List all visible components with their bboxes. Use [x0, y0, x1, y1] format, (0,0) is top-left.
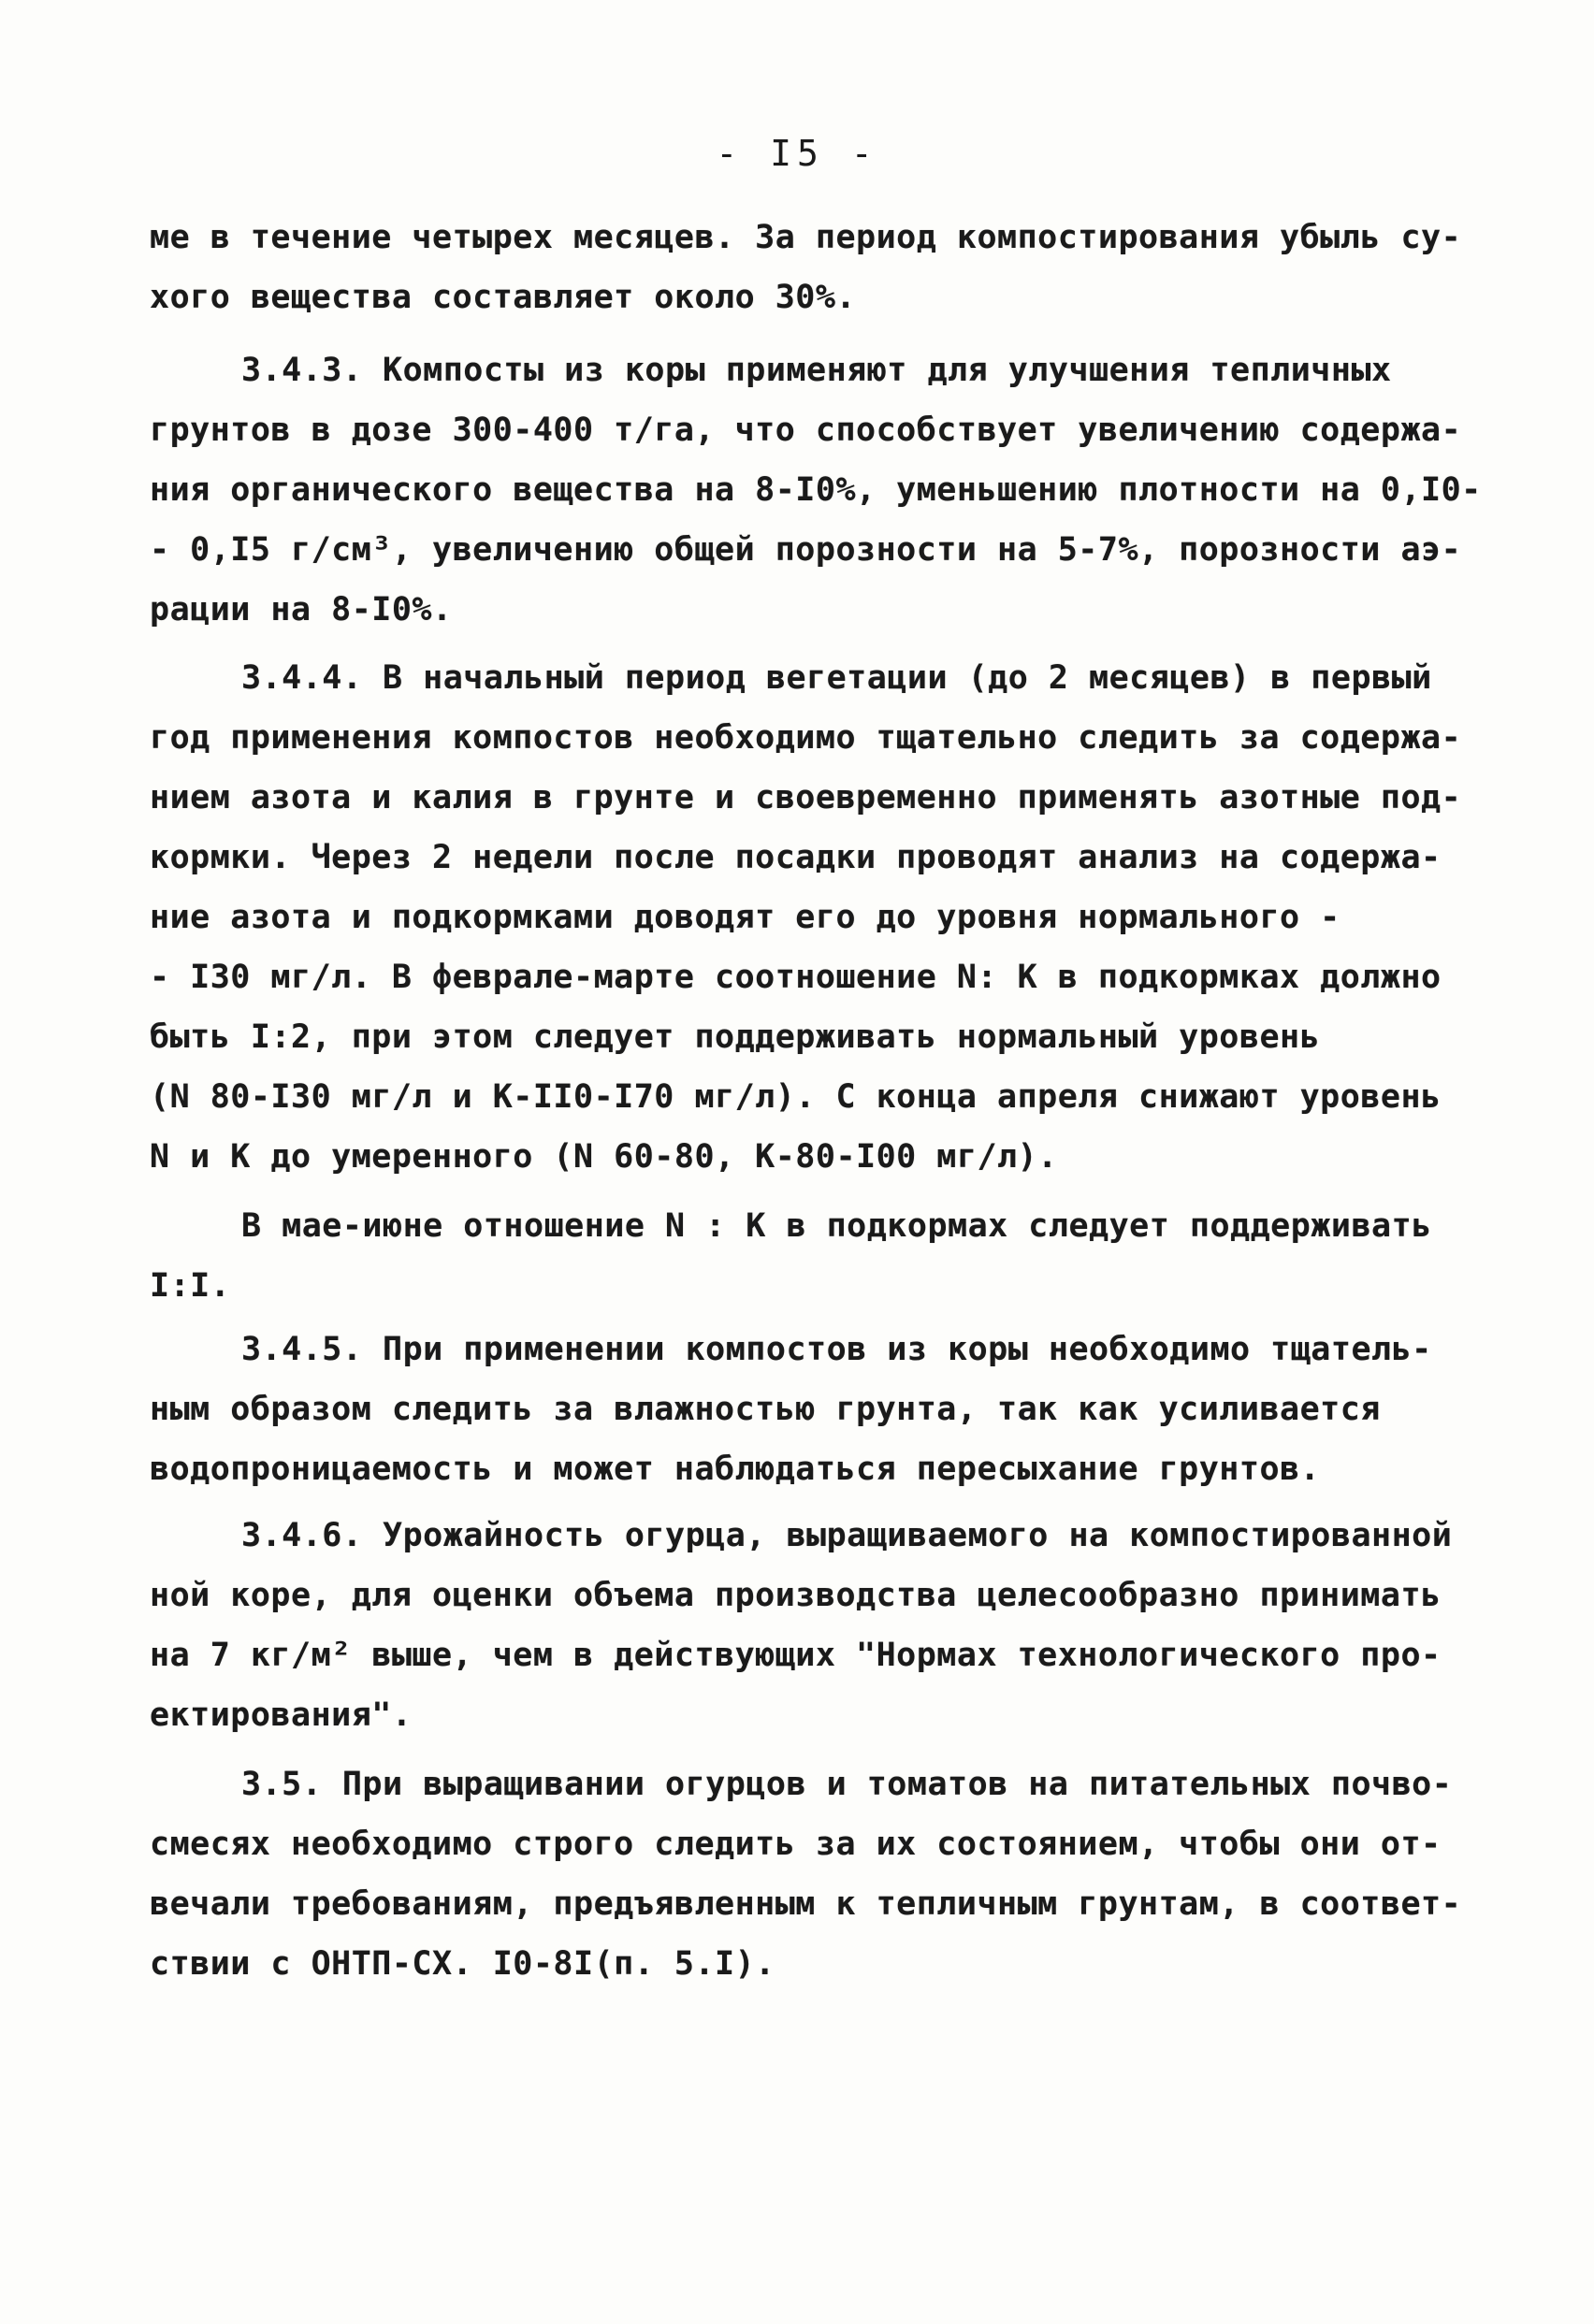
text-line: хого вещества составляет около 30%. — [150, 279, 857, 316]
text-line: 3.4.5. При применении компостов из коры необходимо тщатель- — [241, 1331, 1432, 1368]
text-line: смесях необходимо строго следить за их состоянием, чтобы они от- — [150, 1826, 1442, 1863]
text-line: 3.4.3. Компосты из коры применяют для улучшения тепличных — [241, 352, 1392, 389]
text-line: N и К до умеренного (N 60-80, К-80-I00 мг/л). — [150, 1138, 1058, 1176]
text-line: кормки. Через 2 недели после посадки проводят анализ на содержа- — [150, 839, 1442, 876]
text-line: грунтов в дозе 300-400 т/га, что способствует увеличению содержа- — [150, 411, 1462, 449]
text-line: ние азота и подкормками доводят его до уровня нормального - — [150, 899, 1340, 936]
text-line: вечали требованиям, предъявленным к тепличным грунтам, в соответ- — [150, 1885, 1462, 1923]
text-line: 3.5. При выращивании огурцов и томатов на питательных почво- — [241, 1766, 1453, 1803]
page-number: - I5 - — [716, 133, 878, 174]
text-line: рации на 8-I0%. — [150, 591, 453, 628]
text-line: В мае-июне отношение N : К в подкормах следует поддерживать — [241, 1207, 1432, 1245]
text-line: I:I. — [150, 1267, 231, 1305]
text-line: ным образом следить за влажностью грунта, так как усиливается — [150, 1391, 1381, 1428]
text-line: - 0,I5 г/см³, увеличению общей порозности на 5-7%, порозности аэ- — [150, 531, 1462, 569]
text-line: ной коре, для оценки объема производства целесообразно принимать — [150, 1577, 1442, 1614]
text-line: ствии с ОНТП-СХ. I0-8I(п. 5.I). — [150, 1945, 775, 1983]
text-line: (N 80-I30 мг/л и К-II0-I70 мг/л). С конца апреля снижают уровень — [150, 1078, 1442, 1116]
text-line: ектирования". — [150, 1696, 413, 1734]
text-line: водопроницаемость и может наблюдаться пересыхание грунтов. — [150, 1451, 1321, 1488]
text-line: ния органического вещества на 8-I0%, уменьшению плотности на 0,I0- — [150, 471, 1482, 509]
text-line: ме в течение четырех месяцев. За период компостирования убыль су- — [150, 219, 1462, 256]
text-line: нием азота и калия в грунте и своевременно применять азотные под- — [150, 779, 1462, 816]
text-line: быть I:2, при этом следует поддерживать нормальный уровень — [150, 1018, 1321, 1056]
text-line: - I30 мг/л. В феврале-марте соотношение N: K в подкормках должно — [150, 959, 1442, 996]
text-line: год применения компостов необходимо тщательно следить за содержа- — [150, 719, 1462, 757]
text-line: 3.4.4. В начальный период вегетации (до 2 месяцев) в первый — [241, 659, 1432, 697]
text-line: 3.4.6. Урожайность огурца, выращиваемого на компостированной — [241, 1517, 1453, 1554]
text-line: на 7 кг/м² выше, чем в действующих "Нормах технологического про- — [150, 1637, 1442, 1674]
